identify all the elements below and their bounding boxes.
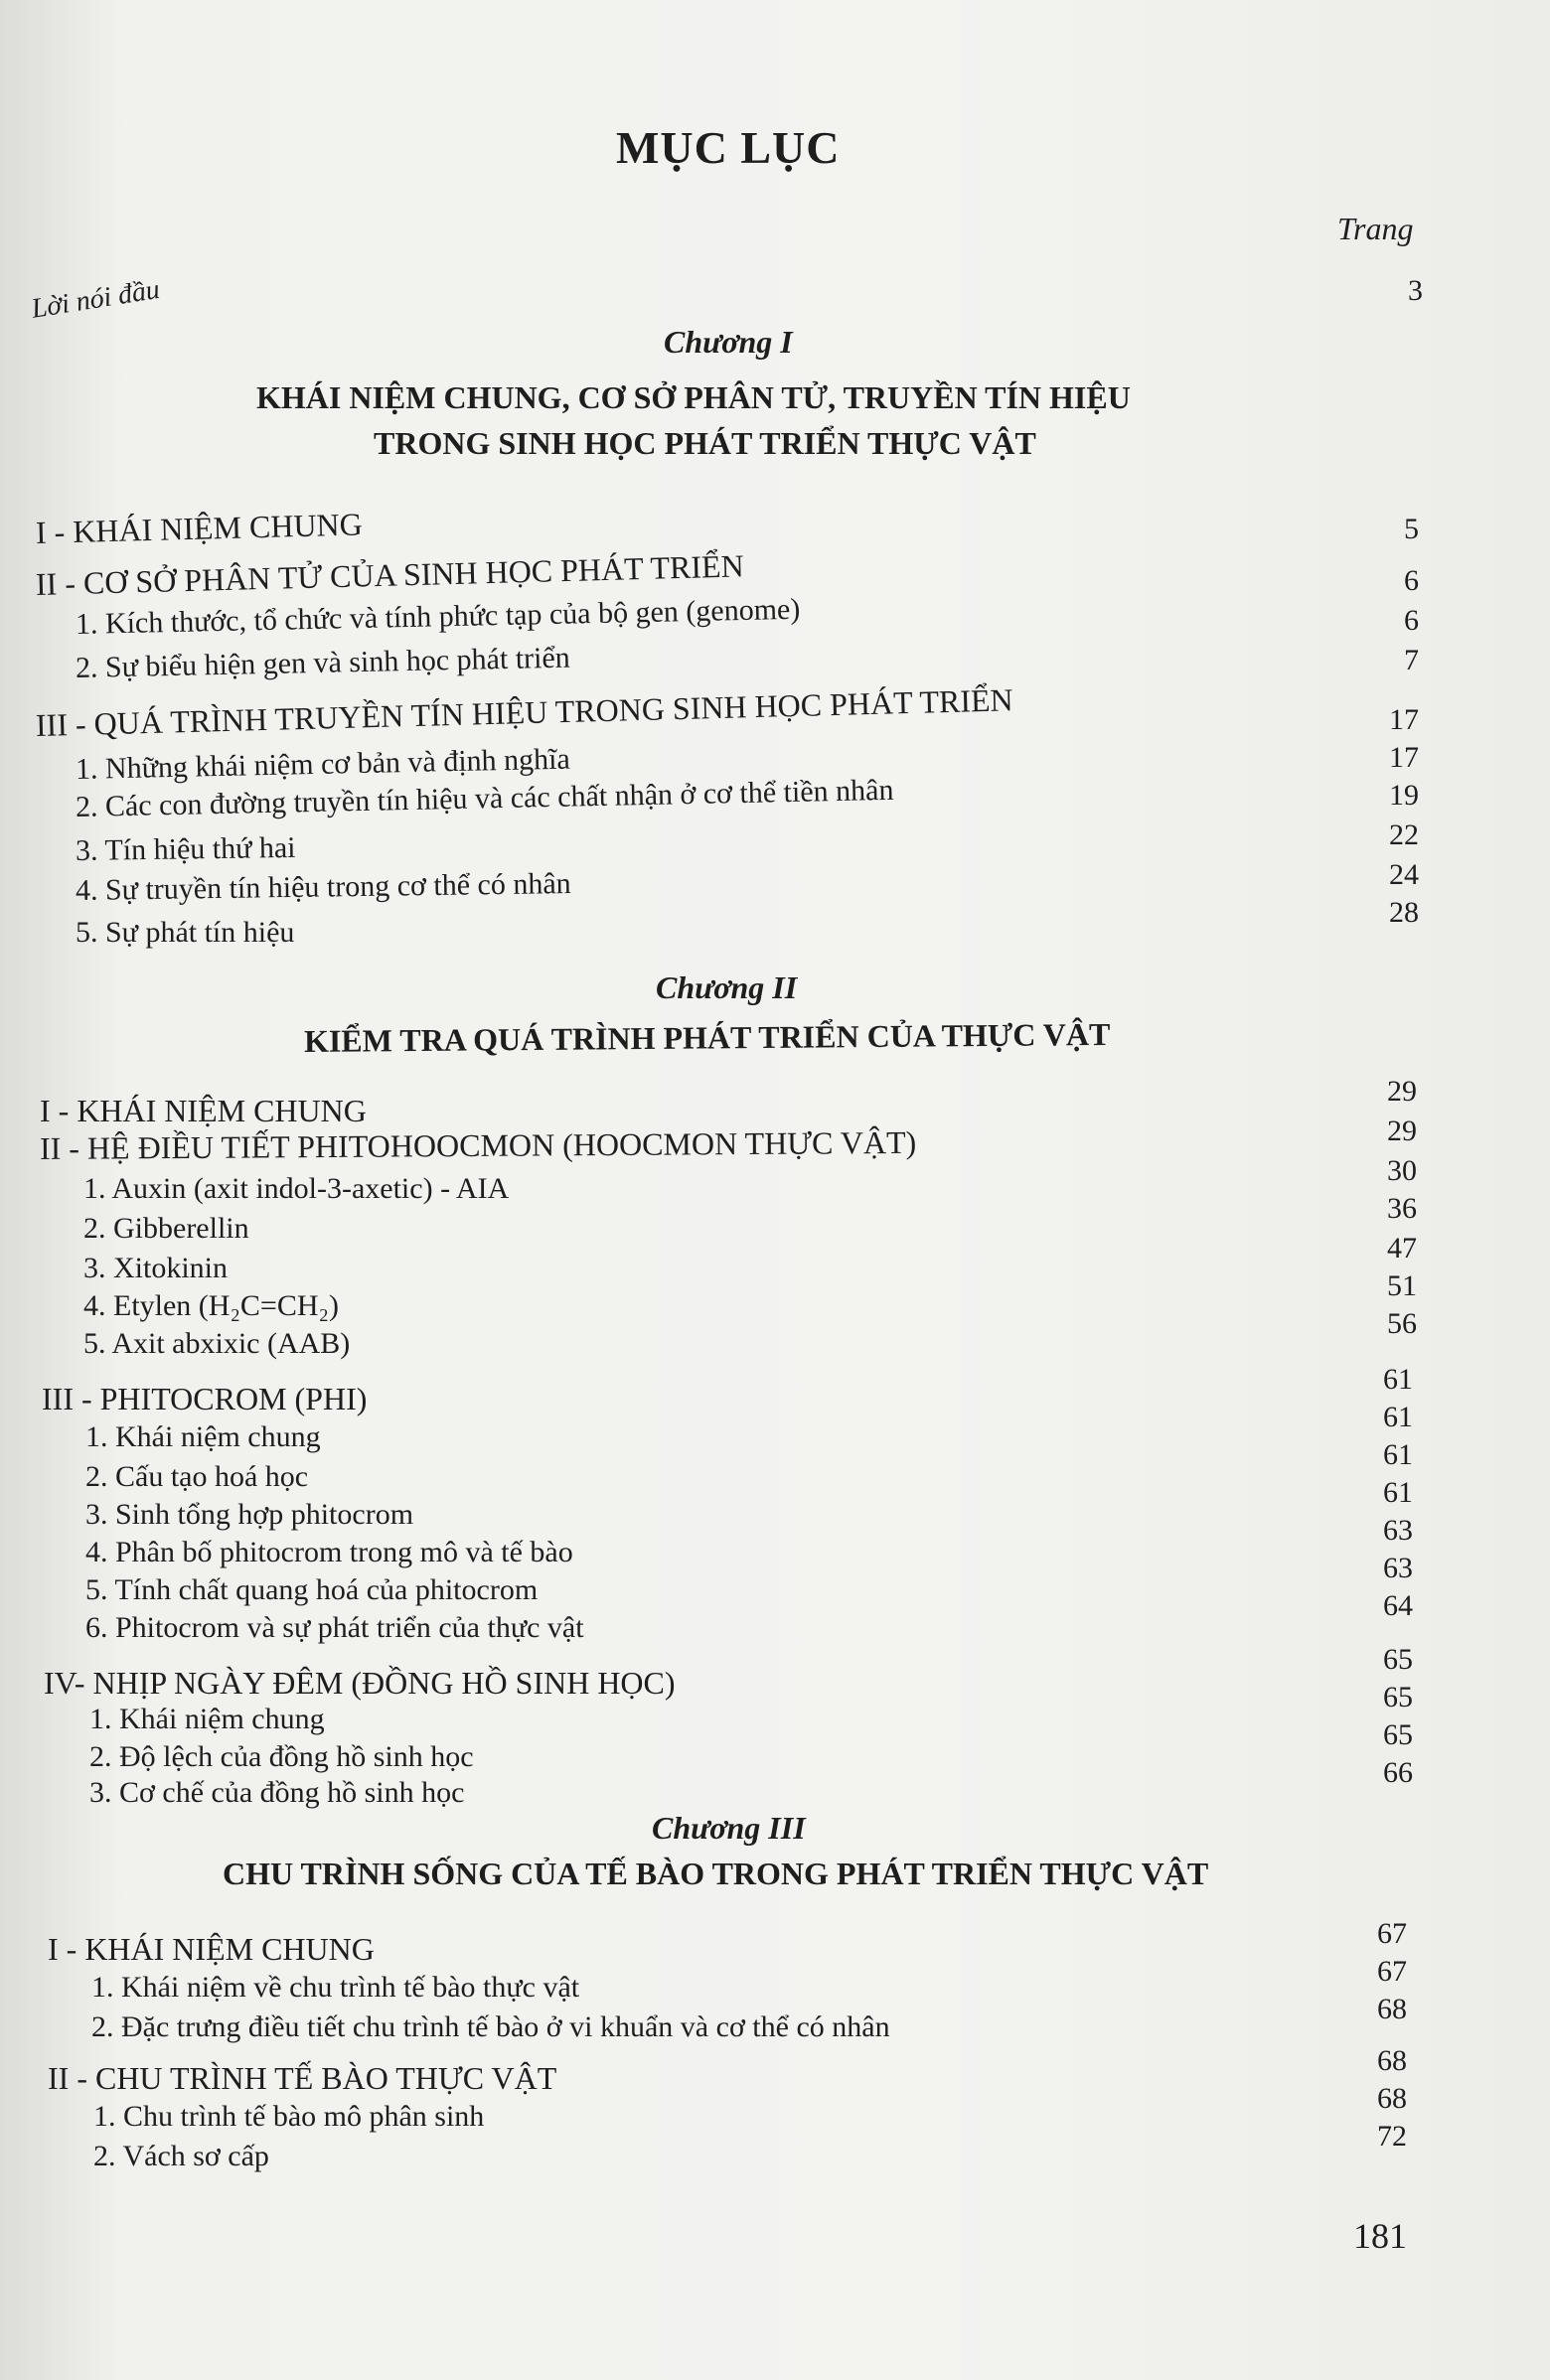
toc-page: 6 <box>1404 604 1419 637</box>
toc-section: IV- NHỊP NGÀY ĐÊM (ĐỒNG HỒ SINH HỌC) <box>44 1665 676 1701</box>
toc-section: III - PHITOCROM (PHI) <box>42 1381 368 1416</box>
toc-page: 65 <box>1383 1643 1413 1676</box>
toc-page: 61 <box>1383 1438 1413 1471</box>
toc-page: 64 <box>1383 1589 1413 1622</box>
toc-section: II - CƠ SỞ PHÂN TỬ CỦA SINH HỌC PHÁT TRIỂN <box>35 547 745 602</box>
toc-page: 7 <box>1404 644 1419 676</box>
toc-item: 5. Sự phát tín hiệu <box>76 916 295 949</box>
toc-page: 29 <box>1387 1075 1417 1108</box>
toc-item: 1. Khái niệm chung <box>89 1703 325 1735</box>
toc-page: 17 <box>1389 741 1419 774</box>
toc-item: 3. Sinh tổng hợp phitocrom <box>85 1498 414 1531</box>
toc-item: 1. Kích thước, tổ chức và tính phức tạp của bộ gen (genome) <box>75 592 801 641</box>
toc-page: 19 <box>1389 779 1419 812</box>
preface-label: Lời nói đầu <box>29 273 162 325</box>
toc-page: 30 <box>1387 1154 1417 1187</box>
toc-item: 5. Axit abxixic (AAB) <box>83 1327 351 1360</box>
toc-page: 36 <box>1387 1192 1417 1225</box>
toc-page: 5 <box>1404 513 1419 545</box>
toc-item: 5. Tính chất quang hoá của phitocrom <box>85 1573 539 1606</box>
toc-page: 68 <box>1377 2082 1407 2115</box>
toc-page: 66 <box>1383 1756 1413 1789</box>
toc-page: 47 <box>1387 1232 1417 1264</box>
toc-section: I - KHÁI NIỆM CHUNG <box>35 506 364 550</box>
page-column-header: Trang <box>1337 211 1414 246</box>
toc-page: 65 <box>1383 1681 1413 1713</box>
toc-item: 1. Khái niệm chung <box>85 1420 321 1453</box>
chapter-title: TRONG SINH HỌC PHÁT TRIỂN THỰC VẬT <box>374 425 1036 461</box>
chapter-label: Chương III <box>652 1810 806 1846</box>
toc-item: 2. Các con đường truyền tín hiệu và các chất nhận ở cơ thể tiền nhân <box>75 773 894 823</box>
chapter-title: CHU TRÌNH SỐNG CỦA TẾ BÀO TRONG PHÁT TRIỂN THỰC VẬT <box>223 1856 1209 1891</box>
toc-item: 3. Cơ chế của đồng hồ sinh học <box>89 1776 465 1809</box>
toc-item: 1. Khái niệm về chu trình tế bào thực vật <box>91 1971 580 2004</box>
toc-page: 61 <box>1383 1363 1413 1396</box>
toc-page: 56 <box>1387 1307 1417 1340</box>
toc-page: 61 <box>1383 1401 1413 1433</box>
toc-page: 29 <box>1387 1115 1417 1147</box>
toc-page: 6 <box>1404 564 1419 597</box>
page-number: 181 <box>1353 2216 1407 2256</box>
toc-item: 1. Auxin (axit indol-3-axetic) - AIA <box>83 1172 510 1205</box>
toc-item: 2. Sự biểu hiện gen và sinh học phát triển <box>75 641 571 684</box>
toc-item: 2. Vách sơ cấp <box>93 2140 269 2172</box>
toc-item: 4. Etylen (H₂C=CH₂) <box>83 1289 339 1322</box>
toc-section: II - CHU TRÌNH TẾ BÀO THỰC VẬT <box>48 2060 557 2096</box>
toc-page: 67 <box>1377 1955 1407 1988</box>
chapter-label: Chương II <box>656 969 798 1005</box>
toc-page: 51 <box>1387 1269 1417 1302</box>
page-title: MỤC LỤC <box>616 122 841 173</box>
toc-item: 3. Xitokinin <box>83 1252 229 1284</box>
toc-page: 22 <box>1389 818 1419 851</box>
toc-section: I - KHÁI NIỆM CHUNG <box>48 1931 375 1967</box>
toc-page: 17 <box>1389 703 1419 736</box>
toc-section: II - HỆ ĐIỀU TIẾT PHITOHOOCMON (HOOCMON THỰC VẬT) <box>39 1123 917 1166</box>
toc-item: 2. Gibberellin <box>83 1212 249 1245</box>
toc-page: 67 <box>1377 1917 1407 1950</box>
chapter-title: KIỂM TRA QUÁ TRÌNH PHÁT TRIỂN CỦA THỰC VẬT <box>303 1015 1111 1059</box>
toc-item: 4. Sự truyền tín hiệu trong cơ thể có nhân <box>75 867 571 907</box>
toc-page: 28 <box>1389 896 1419 929</box>
toc-page: 68 <box>1377 1993 1407 2025</box>
chapter-label: Chương I <box>664 324 793 360</box>
toc-item: 2. Đặc trưng điều tiết chu trình tế bào ở vi khuẩn và cơ thể có nhân <box>91 2010 890 2043</box>
toc-page: 61 <box>1383 1476 1413 1509</box>
preface-page: 3 <box>1408 274 1423 307</box>
toc-page: 68 <box>1377 2044 1407 2077</box>
toc-page: 63 <box>1383 1552 1413 1584</box>
toc-item: 2. Cấu tạo hoá học <box>85 1460 309 1493</box>
toc-page: 72 <box>1377 2120 1407 2153</box>
toc-item: 4. Phân bố phitocrom trong mô và tế bào <box>85 1536 573 1568</box>
toc-section: III - QUÁ TRÌNH TRUYỀN TÍN HIỆU TRONG SINH HỌC PHÁT TRIỂN <box>35 681 1014 743</box>
toc-section: I - KHÁI NIỆM CHUNG <box>40 1093 367 1128</box>
toc-page: 63 <box>1383 1514 1413 1547</box>
toc-item: 6. Phitocrom và sự phát triển của thực vật <box>85 1611 584 1644</box>
chapter-title: KHÁI NIỆM CHUNG, CƠ SỞ PHÂN TỬ, TRUYỀN TÍN HIỆU <box>256 379 1131 415</box>
toc-page: 24 <box>1389 858 1419 891</box>
toc-item: 1. Chu trình tế bào mô phân sinh <box>93 2100 485 2133</box>
toc-item: 1. Những khái niệm cơ bản và định nghĩa <box>75 742 571 786</box>
toc-page: 65 <box>1383 1718 1413 1751</box>
toc-item: 3. Tín hiệu thứ hai <box>75 830 296 867</box>
toc-item: 2. Độ lệch của đồng hồ sinh học <box>89 1740 474 1773</box>
